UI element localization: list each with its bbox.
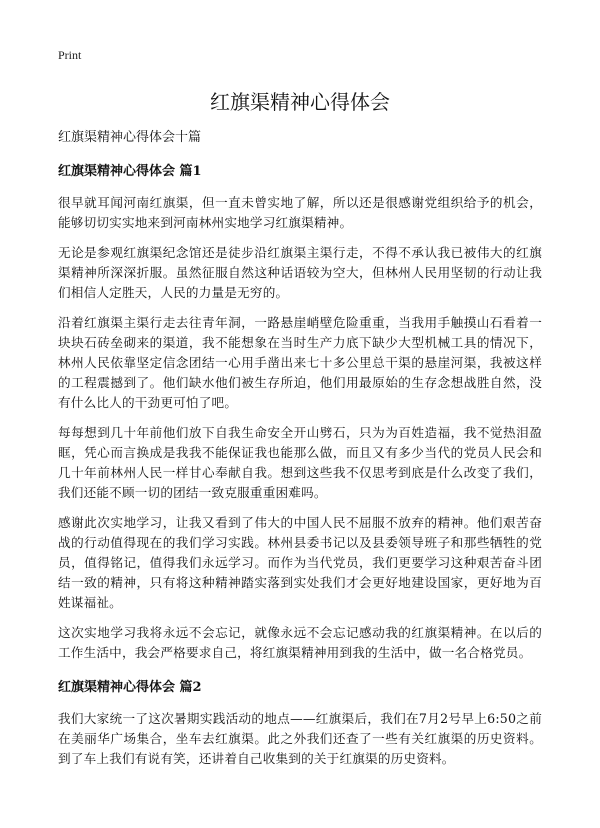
print-link[interactable]: Print [58, 48, 82, 62]
section-1-paragraph-5: 感谢此次实地学习，让我又看到了伟大的中国人民不屈服不放弃的精神。他们艰苦奋战的行动值得现在的我们学习实践。林州县委书记以及县委领导班子和那些牺牲的党员，值得铭记，值得我们永远学习。而作为当代党员，我们更要学习这种艰苦奋斗团结一致的精神，只有将这种精神踏实落到实处我们才会更好地建设国家，更好地为百姓谋福祉。 [58, 515, 542, 610]
document-subtitle: 红旗渠精神心得体会十篇 [58, 130, 202, 145]
section-heading-1: 红旗渠精神心得体会 篇1 [58, 164, 202, 179]
section-1-paragraph-3: 沿着红旗渠主渠行走去往青年洞，一路悬崖峭壁危险重重，当我用手触摸山石看着一块块石砖垒砌来的渠道，我不能想象在当时生产力底下缺少大型机械工具的情况下，林州人民依靠坚定信念团结一心用手凿出来七十多公里总干渠的悬崖河渠，我被这样的工程震撼到了。他们缺水他们被生存所迫，他们用最原始的生存念想战胜自然，没有什么比人的干劲更可怕了吧。 [58, 315, 542, 410]
section-1-paragraph-2: 无论是参观红旗渠纪念馆还是徒步沿红旗渠主渠行走，不得不承认我已被伟大的红旗渠精神所深深折服。虽然征服自然这种话语较为空大，但林州人民用坚韧的行动让我们相信人定胜天，人民的力量是无穷的。 [58, 245, 542, 300]
section-2-paragraph-1: 我们大家统一了这次暑期实践活动的地点——红旗渠后，我们在7月2号早上6:50之前在美丽华广场集合，坐车去红旗渠。此之外我们还查了一些有关红旗渠的历史资料。到了车上我们有说有笑，还讲着自己收集到的关于红旗渠的历史资料。 [58, 711, 542, 766]
document-title: 红旗渠精神心得体会 [210, 90, 390, 114]
section-1-paragraph-1: 很早就耳闻河南红旗渠，但一直未曾实地了解，所以还是很感谢党组织给予的机会，能够切切实实地来到河南林州实地学习红旗渠精神。 [58, 195, 542, 230]
section-heading-2: 红旗渠精神心得体会 篇2 [58, 680, 202, 695]
section-1-paragraph-4: 每每想到几十年前他们放下自我生命安全开山劈石，只为为百姓造福，我不觉热泪盈眶，凭心而言换成是我我不能保证我也能那么做，而且又有多少当代的党员人民会和几十年前林州人民一样甘心奉献自我。想到这些我不仅思考到底是什么改变了我们，我们还能不顾一切的团结一致克服重重困难吗。 [58, 425, 542, 500]
section-1-paragraph-6: 这次实地学习我将永远不会忘记，就像永远不会忘记感动我的红旗渠精神。在以后的工作生活中，我会严格要求自己，将红旗渠精神用到我的生活中，做一名合格党员。 [58, 625, 542, 660]
